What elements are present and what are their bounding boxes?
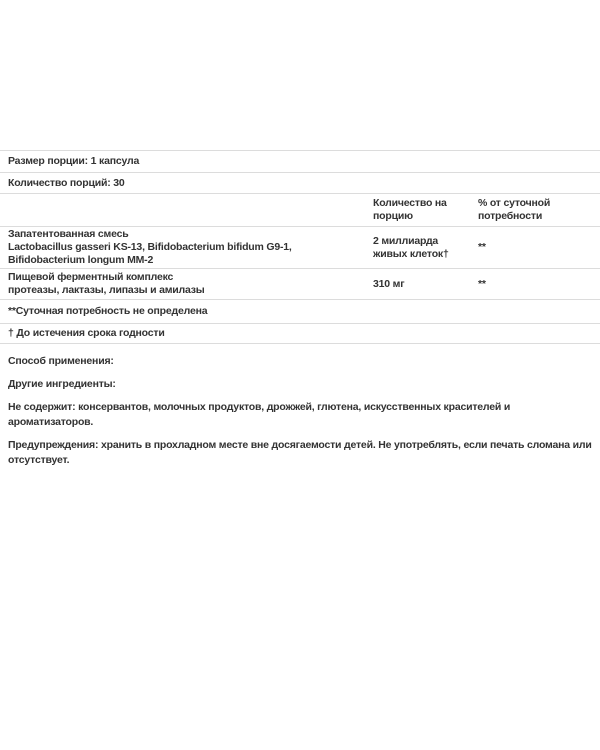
serving-size-text: Размер порции: 1 капсула	[8, 155, 140, 167]
directions-heading: Способ применения:	[8, 355, 114, 367]
footnote-row	[0, 324, 600, 344]
footnote-daily-value-text: **Суточная потребность не определена	[8, 305, 208, 317]
amount-cell: 310 мг	[373, 277, 405, 290]
daily-value-cell: **	[478, 241, 486, 253]
table-row	[0, 227, 600, 269]
ingredient-subtitle: Lactobacillus gasseri KS-13, Bifidobacterium bifidum G9-1, Bifidobacterium longum MM-2	[8, 241, 292, 266]
servings-count-row	[0, 173, 600, 194]
servings-count-text: Количество порций: 30	[8, 176, 125, 189]
daily-value-cell: **	[478, 277, 486, 290]
does-not-contain-text: Не содержит: консервантов, молочных продуктов, дрожжей, глютена, искусственных красителей и ароматизаторов.	[8, 401, 511, 428]
warnings-text: Предупреждения: хранить в прохладном месте вне досягаемости детей. Не употреблять, если печать сломана или отсутствует.	[8, 439, 592, 466]
amount-cell: 2 миллиарда живых клеток†	[373, 234, 449, 260]
supplement-facts-table	[0, 150, 600, 344]
header-daily-value-column: % от суточной потребности	[478, 197, 551, 222]
serving-size-row	[0, 151, 600, 173]
footnote-expiry-text: † До истечения срока годности	[8, 327, 165, 339]
ingredient-name-cell	[8, 228, 373, 267]
other-ingredients-heading: Другие ингредиенты:	[8, 378, 116, 390]
table-row	[0, 269, 600, 300]
ingredient-name-cell	[8, 271, 373, 297]
ingredient-title: Пищевой ферментный комплекс	[8, 271, 174, 283]
table-header-row	[0, 194, 600, 227]
label-text-sections	[0, 354, 600, 468]
ingredient-subtitle: протеазы, лактазы, липазы и амилазы	[8, 284, 205, 296]
footnote-row	[0, 300, 600, 324]
supplement-facts-label	[0, 150, 600, 468]
ingredient-title: Запатентованная смесь	[8, 228, 129, 240]
header-amount-column: Количество на порцию	[373, 197, 447, 222]
